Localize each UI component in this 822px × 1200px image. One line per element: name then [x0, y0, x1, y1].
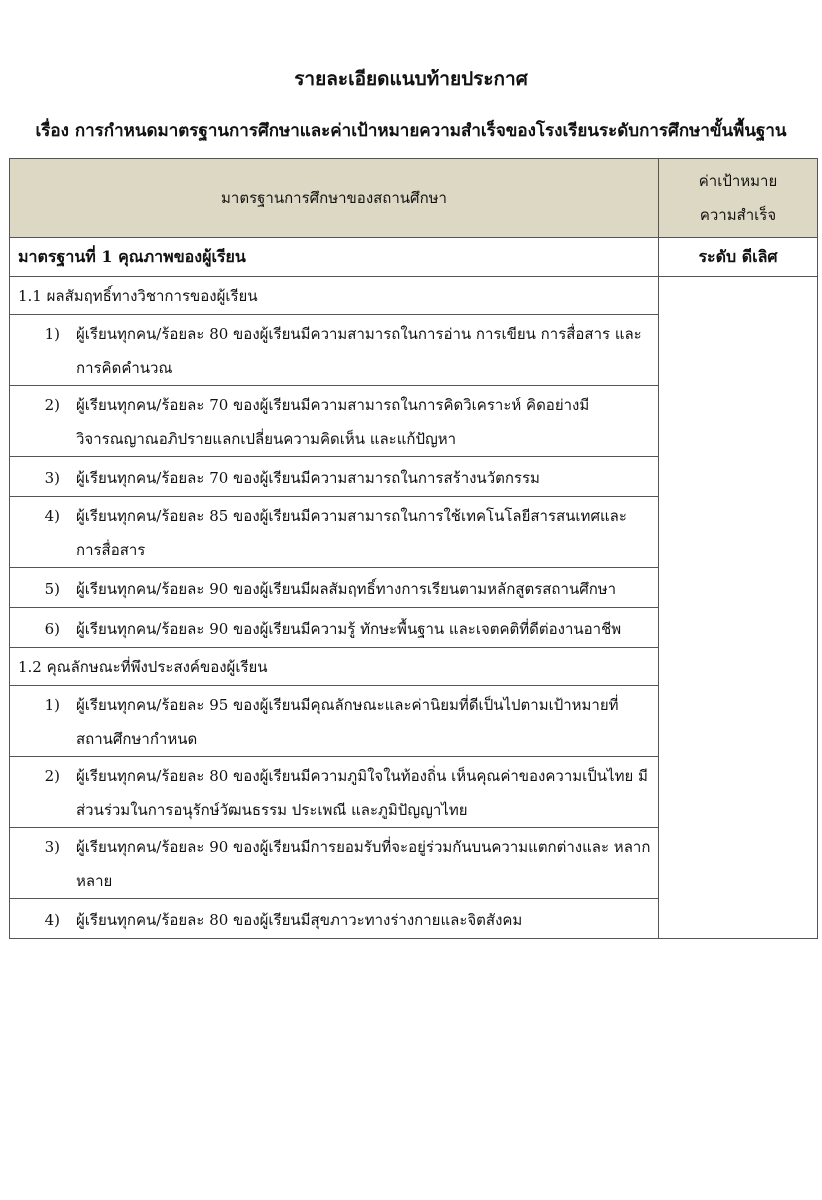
standard-row: [10, 238, 818, 277]
item-text: ผู้เรียนทุกคน/ร้อยละ 80 ของผู้เรียนมีความภูมิใจในท้องถิ่น เห็นคุณค่าของความเป็นไทย มีส่วนร่วมในการอนุรักษ์วัฒนธรรม ประเพณี และภูมิปัญญาไทย: [76, 767, 648, 819]
item-number: 2): [44, 767, 60, 785]
section-title: 1.1 ผลสัมฤทธิ์ทางวิชาการของผู้เรียน: [10, 277, 659, 315]
item-text: ผู้เรียนทุกคน/ร้อยละ 85 ของผู้เรียนมีความสามารถในการใช้เทคโนโลยีสารสนเทศและ การสื่อสาร: [76, 507, 627, 559]
item-number: 2): [44, 396, 60, 414]
item-number: 3): [44, 838, 60, 856]
item-number: 4): [44, 507, 60, 525]
section-row: [10, 277, 818, 315]
item-text: ผู้เรียนทุกคน/ร้อยละ 90 ของผู้เรียนมีความรู้ ทักษะพื้นฐาน และเจตคติที่ดีต่องานอาชีพ: [76, 619, 622, 638]
item-text: ผู้เรียนทุกคน/ร้อยละ 90 ของผู้เรียนมีผลสัมฤทธิ์ทางการเรียนตามหลักสูตรสถานศึกษา: [76, 579, 617, 598]
standards-table: [9, 158, 818, 939]
item-text: ผู้เรียนทุกคน/ร้อยละ 80 ของผู้เรียนมีสุขภาวะทางร่างกายและจิตสังคม: [76, 910, 523, 929]
column-header-target: [659, 159, 818, 238]
item-number: 4): [44, 910, 60, 929]
table-header-row: [10, 159, 818, 238]
target-header-line1: ค่าเป้าหมาย: [698, 172, 778, 190]
item-text: ผู้เรียนทุกคน/ร้อยละ 95 ของผู้เรียนมีคุณลักษณะและค่านิยมที่ดีเป็นไปตามเป้าหมายที่ สถานศึกษากำหนด: [76, 696, 619, 748]
target-empty-cell: [659, 277, 818, 939]
item-text: ผู้เรียนทุกคน/ร้อยละ 80 ของผู้เรียนมีความสามารถในการอ่าน การเขียน การสื่อสาร และการคิดคำนวณ: [76, 325, 642, 377]
standard-label: มาตรฐานที่ 1 คุณภาพของผู้เรียน: [10, 238, 659, 277]
item-number: 1): [44, 325, 60, 343]
standard-level: ระดับ ดีเลิศ: [659, 238, 818, 277]
item-number: 5): [44, 579, 60, 598]
document-subject: เรื่อง การกำหนดมาตรฐานการศึกษาและค่าเป้าหมายความสำเร็จของโรงเรียนระดับการศึกษาขั้นพื้นฐาน: [35, 121, 787, 141]
item-number: 1): [44, 696, 60, 714]
item-text: ผู้เรียนทุกคน/ร้อยละ 70 ของผู้เรียนมีความสามารถในการคิดวิเคราะห์ คิดอย่างมี วิจารณญาณอภิปรายแลกเปลี่ยนความคิดเห็น และแก้ปัญหา: [76, 396, 590, 448]
target-header-line2: ความสำเร็จ: [699, 206, 777, 224]
section-title: 1.2 คุณลักษณะที่พึงประสงค์ของผู้เรียน: [10, 648, 659, 686]
item-number: 3): [44, 468, 60, 487]
column-header-standard: มาตรฐานการศึกษาของสถานศึกษา: [10, 159, 659, 238]
item-text: ผู้เรียนทุกคน/ร้อยละ 90 ของผู้เรียนมีการยอมรับที่จะอยู่ร่วมกันบนความแตกต่างและ หลากหลาย: [76, 838, 651, 890]
document-title: รายละเอียดแนบท้ายประกาศ: [294, 68, 528, 90]
item-number: 6): [44, 619, 60, 638]
item-text: ผู้เรียนทุกคน/ร้อยละ 70 ของผู้เรียนมีความสามารถในการสร้างนวัตกรรม: [76, 468, 540, 487]
